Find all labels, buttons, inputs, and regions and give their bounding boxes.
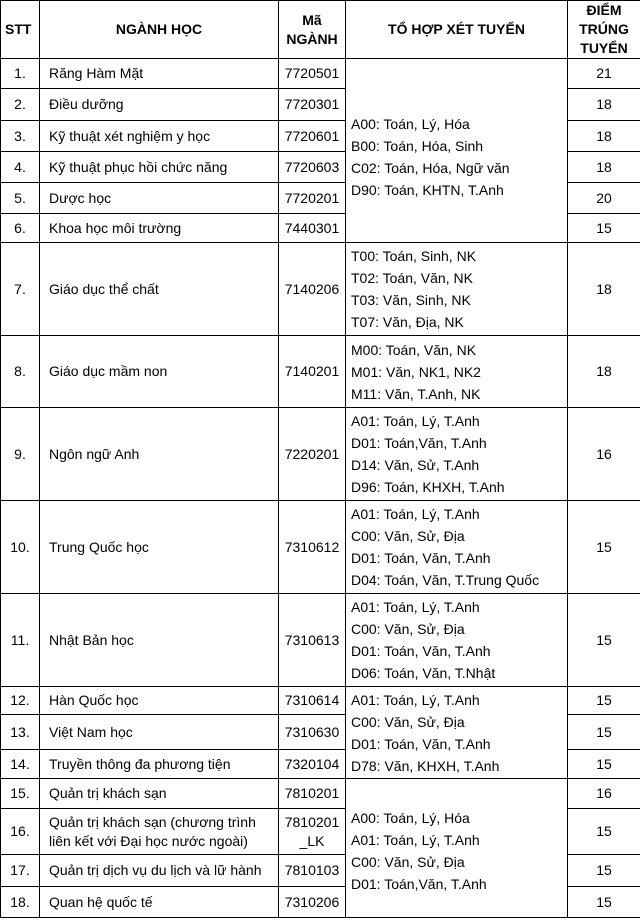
row-name: Kỹ thuật xét nghiệm y học xyxy=(40,121,279,152)
header-diem xyxy=(568,1,640,59)
row-stt: 12. xyxy=(1,687,40,715)
combo-korean-group xyxy=(346,687,568,779)
row-score: 16 xyxy=(568,408,640,501)
header-diem-line3: TUYỂN xyxy=(580,40,628,56)
header-ma-line1: Mã xyxy=(302,11,322,28)
row-score: 15 xyxy=(568,594,640,687)
row-score: 15 xyxy=(568,887,640,918)
combo-chinese xyxy=(346,501,568,594)
combo-line: M00: Toán, Văn, NK xyxy=(351,341,477,358)
row-stt: 4. xyxy=(1,152,40,183)
combo-line: D96: Toán, KHXH, T.Anh xyxy=(351,479,505,495)
header-ma-line2: NGÀNH xyxy=(286,30,338,47)
combo-line: M01: Văn, NK1, NK2 xyxy=(351,363,481,380)
row-name: Trung Quốc học xyxy=(40,501,279,594)
combo-line: D01: Toán,Văn, T.Anh xyxy=(351,876,487,892)
row-code: 7810201 xyxy=(279,779,346,809)
row-code: 7140206 xyxy=(279,243,346,336)
row-stt: 13. xyxy=(1,715,40,750)
row-score: 15 xyxy=(568,715,640,750)
row-name-text: Quản trị khách sạn (chương trình liên kết với Đại học nước ngoài) xyxy=(49,813,256,849)
header-stt: STT xyxy=(1,1,40,59)
row-stt: 6. xyxy=(1,214,40,243)
row-code: 7810103 xyxy=(279,855,346,887)
row-name: Việt Nam học xyxy=(40,715,279,750)
row-name: Điều dưỡng xyxy=(40,89,279,121)
combo-line: T02: Toán, Văn, NK xyxy=(351,270,473,286)
combo-line: D04: Toán, Văn, T.Trung Quốc xyxy=(351,572,540,588)
row-stt: 3. xyxy=(1,121,40,152)
header-diem-line2: TRÚNG xyxy=(579,21,629,37)
combo-preschool xyxy=(346,336,568,408)
row-score: 15 xyxy=(568,214,640,243)
header-diem-line1: ĐIỂM xyxy=(586,2,622,18)
row-stt: 9. xyxy=(1,408,40,501)
row-name: Quan hệ quốc tế xyxy=(40,887,279,918)
row-stt: 17. xyxy=(1,855,40,887)
row-score: 18 xyxy=(568,152,640,183)
row-stt: 7. xyxy=(1,243,40,336)
combo-line: A01: Toán, Lý, T.Anh xyxy=(351,832,480,848)
row-code: 7310613 xyxy=(279,594,346,687)
row-score: 15 xyxy=(568,687,640,715)
combo-line: D06: Toán, Văn, T.Nhật xyxy=(351,665,496,681)
row-code: 7140201 xyxy=(279,336,346,408)
combo-line: A01: Toán, Lý, T.Anh xyxy=(351,506,480,522)
row-stt: 11. xyxy=(1,594,40,687)
combo-line: D01: Toán, Văn, T.Anh xyxy=(351,550,491,566)
table-row xyxy=(1,243,640,336)
row-score: 15 xyxy=(568,750,640,779)
table-row xyxy=(1,501,640,594)
row-name: Răng Hàm Mặt xyxy=(40,59,279,89)
combo-english xyxy=(346,408,568,501)
combo-line: A00: Toán, Lý, Hóa xyxy=(351,115,470,132)
row-stt: 15. xyxy=(1,779,40,809)
row-name: Hàn Quốc học xyxy=(40,687,279,715)
header-nganh: NGÀNH HỌC xyxy=(40,1,279,59)
row-stt: 18. xyxy=(1,887,40,918)
combo-line: C00: Văn, Sử, Địa xyxy=(351,713,465,730)
row-code: 7310630 xyxy=(279,715,346,750)
row-name: Truyền thông đa phương tiện xyxy=(40,750,279,779)
row-score: 20 xyxy=(568,183,640,214)
table-header xyxy=(1,1,640,59)
combo-line: D01: Toán,Văn, T.Anh xyxy=(351,435,487,451)
row-name: Ngôn ngữ Anh xyxy=(40,408,279,501)
row-score: 15 xyxy=(568,501,640,594)
header-to-hop: TỔ HỢP XÉT TUYỂN xyxy=(346,1,568,59)
row-code: 7720501 xyxy=(279,59,346,89)
row-code-line1: 7810201 xyxy=(284,813,340,830)
row-name: Kỹ thuật phục hồi chức năng xyxy=(40,152,279,183)
row-name: Giáo dục thể chất xyxy=(40,243,279,336)
combo-line: C00: Văn, Sử, Địa xyxy=(351,621,465,637)
combo-line: A01: Toán, Lý, T.Anh xyxy=(351,691,480,708)
row-stt: 5. xyxy=(1,183,40,214)
row-score: 18 xyxy=(568,121,640,152)
row-score: 18 xyxy=(568,243,640,336)
row-score: 18 xyxy=(568,89,640,121)
combo-japanese xyxy=(346,594,568,687)
row-code: 7320104 xyxy=(279,750,346,779)
row-score: 15 xyxy=(568,809,640,855)
row-stt: 14. xyxy=(1,750,40,779)
row-code xyxy=(279,809,346,855)
table-row xyxy=(1,687,640,715)
row-code: 7310614 xyxy=(279,687,346,715)
combo-line: D01: Toán, Văn, T.Anh xyxy=(351,735,491,752)
row-code: 7440301 xyxy=(279,214,346,243)
row-name: Khoa học môi trường xyxy=(40,214,279,243)
table-row xyxy=(1,779,640,809)
combo-line: D90: Toán, KHTN, T.Anh xyxy=(351,181,504,198)
row-code: 7720201 xyxy=(279,183,346,214)
row-name: Nhật Bản học xyxy=(40,594,279,687)
row-stt: 8. xyxy=(1,336,40,408)
combo-hotel-group xyxy=(346,779,568,918)
row-score: 16 xyxy=(568,779,640,809)
row-name: Dược học xyxy=(40,183,279,214)
combo-line: D14: Văn, Sử, T.Anh xyxy=(351,457,480,473)
combo-line: T00: Toán, Sinh, NK xyxy=(351,248,477,264)
row-name: Quản trị dịch vụ du lịch và lữ hành xyxy=(40,855,279,887)
combo-line: B00: Toán, Hóa, Sinh xyxy=(351,137,484,154)
row-score: 15 xyxy=(568,855,640,887)
row-code: 7720603 xyxy=(279,152,346,183)
row-code: 7310612 xyxy=(279,501,346,594)
row-stt: 16. xyxy=(1,809,40,855)
row-code: 7310206 xyxy=(279,887,346,918)
combo-line: C00: Văn, Sử, Địa xyxy=(351,528,465,544)
combo-line: C02: Toán, Hóa, Ngữ văn xyxy=(351,159,510,176)
row-name: Quản trị khách sạn xyxy=(40,779,279,809)
row-score: 18 xyxy=(568,336,640,408)
row-name: Giáo dục mầm non xyxy=(40,336,279,408)
row-stt: 1. xyxy=(1,59,40,89)
combo-line: A00: Toán, Lý, Hóa xyxy=(351,810,470,826)
combo-line: D01: Toán, Văn, T.Anh xyxy=(351,643,491,659)
combo-health xyxy=(346,59,568,243)
row-code: 7220201 xyxy=(279,408,346,501)
table-row xyxy=(1,336,640,408)
row-code-line2: _LK xyxy=(299,832,325,849)
combo-line: D78: Văn, KHXH, T.Anh xyxy=(351,757,500,774)
combo-line: C00: Văn, Sử, Địa xyxy=(351,854,465,870)
row-code: 7720301 xyxy=(279,89,346,121)
combo-line: A01: Toán, Lý, T.Anh xyxy=(351,413,480,429)
row-stt: 2. xyxy=(1,89,40,121)
row-code: 7720601 xyxy=(279,121,346,152)
combo-line: M11: Văn, T.Anh, NK xyxy=(351,385,481,402)
table-row xyxy=(1,59,640,89)
row-score: 21 xyxy=(568,59,640,89)
combo-line: T03: Văn, Sinh, NK xyxy=(351,292,471,308)
row-stt: 10. xyxy=(1,501,40,594)
combo-line: T07: Văn, Địa, NK xyxy=(351,314,464,330)
row-name xyxy=(40,809,279,855)
table-row xyxy=(1,408,640,501)
combo-pe xyxy=(346,243,568,336)
table-row xyxy=(1,594,640,687)
combo-line: A01: Toán, Lý, T.Anh xyxy=(351,599,480,615)
header-ma-nganh xyxy=(279,1,346,59)
